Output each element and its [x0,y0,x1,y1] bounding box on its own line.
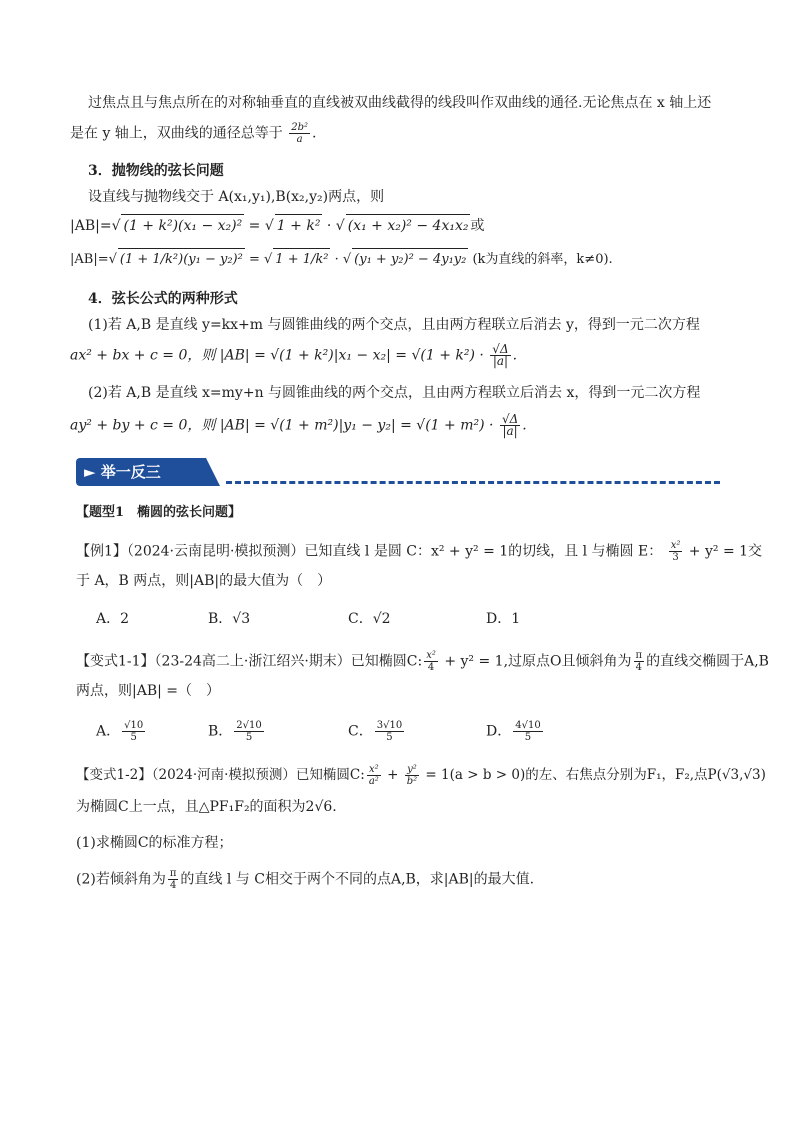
variant-1-2-plus: + [382,767,403,783]
variant-1-2-tail: = 1(a > b > 0)的左、右焦点分别为F₁，F₂,点P(√3,√3) [421,767,766,783]
variant-1-1-option-c-letter: C． [348,723,373,740]
variant-1-2-q2-tail: 的直线 l 与 C相交于两个不同的点A,B，求|AB|的最大值. [180,871,535,888]
section-3-line-1: 设直线与抛物线交于 A(x₁,y₁),B(x₂,y₂)两点，则 [88,189,385,205]
intro-line-2-text: 是在 y 轴上，双曲线的通径总等于 [70,125,283,142]
variant-1-1-option-c-frac [375,720,404,743]
variant-1-1-option-b-frac [234,720,263,743]
formula-1-root-b: 1 + k² [275,214,323,237]
variant-1-1-option-a-den: 5 [130,732,137,743]
section-3-formula-2: |AB|=√ (1 + 1/k²)(y₁ − y₂)² = √ 1 + 1/k² · √ (y₁ + y₂)² − 4y₁y₂ (k为直线的斜率，k≠0). [70,248,730,271]
p1-fraction-num: √Δ [492,342,509,356]
example-1-frac-num: x² [670,540,681,551]
variant-1-1-option-a[interactable] [96,720,147,743]
variant-1-2-angle-num: π [169,868,177,879]
variant-1-1-frac-num: x² [426,650,436,661]
variant-1-1-line-1 [76,650,769,673]
formula-1-root-a: (1 + k²)(x₁ − x₂)² [121,214,244,237]
p1-fraction-den: |a| [492,354,509,368]
banner-dashed-divider [226,481,720,484]
variant-1-2-q2-text: (2)若倾斜角为 [76,871,166,888]
variant-1-1-ellipse-frac [424,650,438,673]
section-4-p2: (2)若 A,B 是直线 x=my+n 与圆锥曲线的两个交点，且由两方程联立后消去 x，得到一元二次方程 [88,385,701,401]
example-1-line-2: 于 A，B 两点，则|AB|的最大值为（ ） [76,573,332,589]
variant-1-1-angle-frac [634,650,645,673]
variant-1-1-option-d[interactable] [486,720,545,743]
p2-fraction [500,414,520,437]
variant-1-2-line-1 [76,764,766,787]
formula-1-tail: 或 [470,218,485,234]
variant-1-1-option-a-frac [122,720,145,743]
formula-1-root-c: (x₁ + x₂)² − 4x₁x₂ [346,214,471,237]
variant-1-1-option-b-num: 2√10 [236,720,262,731]
variant-1-1-frac-den: 4 [427,662,435,673]
variant-1-1-angle-num: π [635,650,643,661]
variant-1-2-angle-frac [168,868,179,891]
variant-1-1-tail: 的直线交椭圆于A,B [646,653,769,670]
p2-equation-text: ay² + by + c = 0，则 |AB| = √(1 + m²)|y₁ − y₂| = √(1 + m²) · [70,417,494,434]
banner-label: ► 举一反三 [84,463,161,481]
formula-2-root-b: 1 + 1/k² [273,248,330,271]
intro-line-1: 过焦点且与焦点所在的对称轴垂直的直线被双曲线截得的线段叫作双曲线的通径.无论焦点在 x 轴上还 [88,95,712,111]
variant-1-2-question-1: (1)求椭圆C的标准方程； [76,835,233,851]
section-banner [76,458,220,486]
variant-1-2-text: 【变式1-2】（2024·河南·模拟预测）已知椭圆C: [76,767,365,783]
p1-fraction [490,344,510,367]
variant-1-1-angle-den: 4 [635,662,642,673]
section-4-p1: (1)若 A,B 是直线 y=kx+m 与圆锥曲线的两个交点，且由两方程联立后消去 y，得到一元二次方程 [88,317,700,333]
latus-numerator: 2b² [291,122,309,133]
example-1-option-a[interactable]: A．2 [96,611,130,627]
variant-1-1-option-b-den: 5 [245,732,253,743]
variant-1-1-option-a-letter: A． [96,723,121,740]
formula-1-eq: = [244,218,265,234]
example-1-fraction [669,540,683,563]
variant-1-1-option-d-num: 4√10 [515,720,541,731]
formula-2-lhs: |AB|= [70,252,109,267]
formula-2-tail: (k为直线的斜率，k≠0). [472,252,613,267]
variant-1-2-x-num: x² [368,764,379,775]
formula-2-root-c: (y₁ + y₂)² − 4y₁y₂ [352,248,468,271]
example-1-tail: + y² = 1交 [684,543,763,560]
section-4-title: 4．弦长公式的两种形式 [88,291,238,307]
variant-1-2-question-2 [76,868,736,891]
section-3-formula-1: |AB|=√ (1 + k²)(x₁ − x₂)² = √ 1 + k² · √ (x₁ + x₂)² − 4x₁x₂ 或 [70,214,730,237]
variant-1-1-option-c-num: 3√10 [376,720,403,731]
variant-1-1-option-a-num: √10 [124,720,144,731]
formula-1-lhs: |AB|= [70,218,112,234]
variant-1-1-line-2: 两点，则|AB| =（ ） [76,683,221,699]
variant-1-1-option-b[interactable] [208,720,266,743]
variant-1-1-option-c[interactable] [348,720,406,743]
latus-denominator: a [296,134,303,145]
example-1-line-1 [76,540,763,563]
variant-1-2-angle-den: 4 [169,880,177,891]
variant-1-2-x-frac [367,764,381,787]
p1-equation-text: ax² + bx + c = 0，则 |AB| = √(1 + k²)|x₁ − x₂| = √(1 + k²) · [70,347,484,364]
variant-1-1-mid: + y² = 1,过原点O且倾斜角为 [439,653,632,670]
type-1-title: 【题型1 椭圆的弦长问题】 [76,505,242,520]
variant-1-2-x-den: a² [368,776,379,787]
variant-1-1-option-b-letter: B． [208,723,233,740]
section-4-p1-equation: ax² + bx + c = 0，则 |AB| = √(1 + k²)|x₁ − x₂| = √(1 + k²) · $\frac{√\Delta}{|a|}$ . [70,342,518,368]
p2-fraction-num: √Δ [501,412,519,426]
variant-1-2-y-frac [405,764,419,787]
section-3-title: 3．抛物线的弦长问题 [88,163,224,179]
example-1-option-d[interactable]: D．1 [486,611,521,627]
p2-fraction-den: |a| [502,424,518,438]
variant-1-2-y-num: y² [407,764,417,775]
variant-1-1-option-d-letter: D． [486,723,512,740]
example-1-frac-den: 3 [672,552,679,563]
formula-2-root-a: (1 + 1/k²)(y₁ − y₂)² [118,248,245,271]
intro-line-2: 是在 y 轴上，双曲线的通径总等于 $\frac{\text{2b²}}{a}$ . [70,122,317,145]
section-4-p2-equation: ay² + by + c = 0，则 |AB| = √(1 + m²)|y₁ − y₂| = √(1 + m²) · $\frac{√\Delta}{|a|}$ . [70,412,527,438]
variant-1-1-text: 【变式1-1】（23-24高二上·浙江绍兴·期末）已知椭圆C: [76,653,423,670]
latus-fraction [289,122,310,145]
variant-1-1-option-c-den: 5 [386,732,393,743]
example-1-option-b[interactable]: B．√3 [208,611,251,627]
variant-1-2-line-2: 为椭圆C上一点，且△PF₁F₂的面积为2√6. [76,799,337,815]
variant-1-1-option-d-frac [513,720,542,743]
variant-1-1-option-d-den: 5 [524,732,532,743]
example-1-option-c[interactable]: C．√2 [348,611,391,627]
variant-1-2-y-den: b² [406,776,418,787]
example-1-text: 【例1】（2024·云南昆明·模拟预测）已知直线 l 是圆 C：x² + y² = 1的切线，且 l 与椭圆 E： [76,543,663,560]
